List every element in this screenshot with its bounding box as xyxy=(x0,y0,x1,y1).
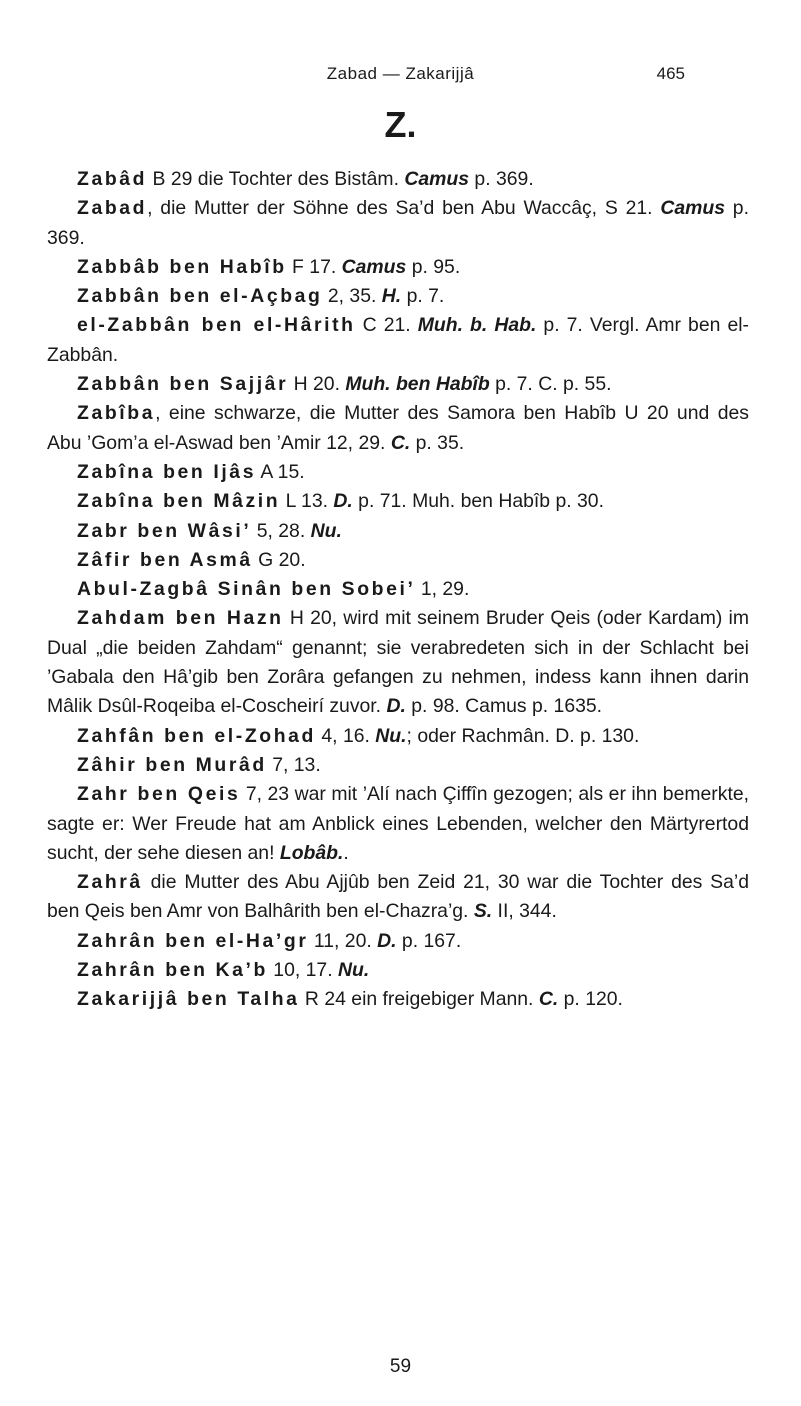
dictionary-entry xyxy=(47,253,749,282)
entry-headword: Zâfir ben Asmâ xyxy=(77,548,253,571)
entry-reference: ; oder Rachmân. D. p. 130. xyxy=(406,724,640,747)
entry-headword: Zahdam ben Hazn xyxy=(77,607,284,630)
entry-headword: Zabad xyxy=(77,197,148,220)
entry-headword: Zabîba xyxy=(77,402,156,425)
dictionary-entry xyxy=(47,751,749,780)
entry-text: 11, 20. xyxy=(308,929,378,952)
entry-reference: p. 369. xyxy=(469,168,534,190)
running-head-title: Zabad — Zakarijjâ xyxy=(326,64,475,83)
entry-text: G 20. xyxy=(252,548,306,571)
entry-list xyxy=(47,165,749,1015)
entry-headword: Zabâd xyxy=(77,168,148,190)
entry-source: Nu. xyxy=(375,724,407,747)
entry-reference: p. 35. xyxy=(410,431,465,454)
entry-source: Nu. xyxy=(310,519,342,542)
entry-text: B 29 die Tochter des Bistâm. xyxy=(147,168,405,190)
entry-source: H. xyxy=(381,285,402,308)
entry-text: H 20. xyxy=(288,373,346,396)
page-number: 465 xyxy=(656,64,685,83)
entry-text: 7, 13. xyxy=(266,753,321,776)
entry-text: die Mutter des Abu Ajjûb ben Zeid 21, 30 war die Tochter des Sa’d ben Qeis ben Amr von Balhârith ben el-Chazra’g. xyxy=(47,871,749,923)
entry-source: C. xyxy=(390,431,411,454)
entry-reference: p. 7. Vergl. Amr ben el-Zabbân. xyxy=(47,314,749,366)
entry-text: 4, 16. xyxy=(316,724,376,747)
entry-text: L 13. xyxy=(280,490,334,513)
entry-text: 2, 35. xyxy=(322,285,382,308)
dictionary-entry xyxy=(47,956,749,985)
entry-text: A 15. xyxy=(256,460,305,483)
dictionary-entry xyxy=(47,604,749,721)
entry-text: 1, 29. xyxy=(415,578,470,601)
entry-text: , die Mutter der Söhne des Sa’d ben Abu Waccâç, S 21. xyxy=(147,197,661,220)
dictionary-entry xyxy=(47,311,749,370)
dictionary-entry xyxy=(47,487,749,516)
entry-source: Muh. b. Hab. xyxy=(417,314,537,337)
entry-source: Camus xyxy=(660,197,726,220)
dictionary-entry xyxy=(47,575,749,604)
entry-source: D. xyxy=(377,929,397,952)
entry-reference: p. 98. Camus p. 1635. xyxy=(405,695,603,718)
dictionary-entry xyxy=(47,722,749,751)
dictionary-entry xyxy=(47,165,749,194)
section-letter: Z. xyxy=(384,104,417,145)
entry-headword: Abul-Zagbâ Sinân ben Sobei’ xyxy=(77,578,416,601)
entry-headword: Zakarijjâ ben Talha xyxy=(77,988,300,1011)
entry-text: , eine schwarze, die Mutter des Samora ben Habîb U 20 und des Abu ’Gom’a el-Aswad ben ’Amir 12, 29. xyxy=(47,402,749,454)
entry-source: Camus xyxy=(404,168,470,190)
entry-headword: Zâhir ben Murâd xyxy=(77,753,267,776)
entry-headword: Zahrân ben Ka’b xyxy=(77,959,268,982)
entry-headword: Zahr ben Qeis xyxy=(77,783,241,806)
entry-source: Muh. ben Habîb xyxy=(345,373,490,396)
entry-headword: Zahrâ xyxy=(77,871,143,894)
entry-headword: el-Zabbân ben el-Hârith xyxy=(77,314,356,337)
entry-reference: p. 7. C. p. 55. xyxy=(489,373,612,396)
running-head xyxy=(0,64,801,86)
entry-text: 5, 28. xyxy=(251,519,311,542)
entry-text: H 20, wird mit seinem Bruder Qeis (oder Kardam) im Dual „die beiden Zahdam“ genannt; sie verabredeten sich in der Schlacht bei ’Gabala den Hâ’gib ben Zorâra gefangen zu nehmen, indess kann ihnen darin Mâlik Dsûl-Roqeiba el-Coscheirí zuvor. xyxy=(47,607,749,718)
entry-reference: p. 369. xyxy=(47,197,749,249)
entry-source: C. xyxy=(538,988,559,1011)
entry-text: 10, 17. xyxy=(267,959,338,982)
entry-reference: . xyxy=(343,841,349,864)
dictionary-entry xyxy=(47,868,749,927)
dictionary-entry xyxy=(47,546,749,575)
entry-text: C 21. xyxy=(355,314,418,337)
dictionary-entry xyxy=(47,194,749,253)
entry-headword: Zabr ben Wâsi’ xyxy=(77,519,252,542)
entry-source: S. xyxy=(473,900,493,923)
entry-text: F 17. xyxy=(286,255,342,278)
dictionary-entry xyxy=(47,458,749,487)
entry-reference: p. 95. xyxy=(406,255,461,278)
entry-headword: Zahrân ben el-Ha’gr xyxy=(77,929,309,952)
dictionary-entry xyxy=(47,370,749,399)
entry-source: Lobâb. xyxy=(279,841,344,864)
entry-source: D. xyxy=(386,695,406,718)
dictionary-entry xyxy=(47,927,749,956)
dictionary-entry xyxy=(47,780,749,868)
entry-text: 7, 23 war mit ’Alí nach Çiffîn gezogen; als er ihn bemerkte, sagte er: Wer Freude hat am Anblick eines Lebenden, welcher den Märtyrertod sucht, der sehe diesen an! xyxy=(47,783,750,864)
entry-headword: Zabbâb ben Habîb xyxy=(77,255,287,278)
entry-reference: p. 71. Muh. ben Habîb p. 30. xyxy=(352,490,604,513)
entry-headword: Zabbân ben Sajjâr xyxy=(77,373,289,396)
entry-source: Camus xyxy=(341,255,407,278)
dictionary-entry xyxy=(47,517,749,546)
entry-headword: Zabîna ben Ijâs xyxy=(77,460,257,483)
signature-mark: 59 xyxy=(389,1356,412,1377)
entry-reference: p. 120. xyxy=(558,988,623,1011)
entry-text: R 24 ein freigebiger Mann. xyxy=(299,988,539,1011)
entry-source: D. xyxy=(333,490,353,513)
dictionary-entry xyxy=(47,399,749,458)
dictionary-entry xyxy=(47,985,749,1014)
entry-reference: II, 344. xyxy=(492,900,557,923)
entry-headword: Zabbân ben el-Açbag xyxy=(77,285,323,308)
entry-reference: p. 7. xyxy=(401,285,445,308)
entry-reference: p. 167. xyxy=(396,929,462,952)
entry-headword: Zabîna ben Mâzin xyxy=(77,490,281,513)
dictionary-entry xyxy=(47,282,749,311)
entry-source: Nu. xyxy=(338,959,370,982)
entry-headword: Zahfân ben el-Zohad xyxy=(77,724,316,747)
